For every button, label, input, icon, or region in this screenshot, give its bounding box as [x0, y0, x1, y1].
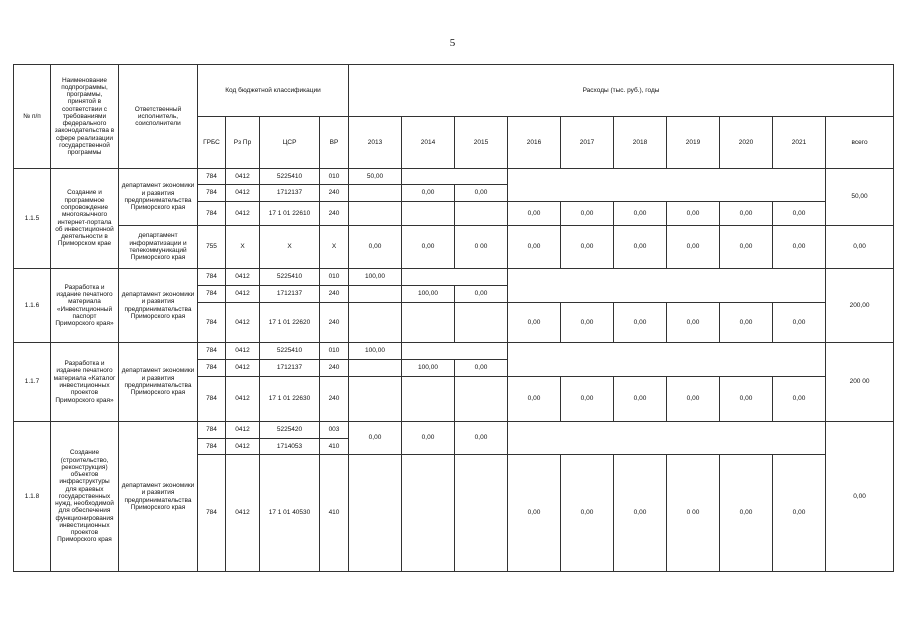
value-cell: 0,00	[720, 303, 773, 343]
value-cell: 0,00	[773, 455, 826, 572]
rzpr-cell: 0412	[226, 343, 260, 360]
grbs-cell: 784	[198, 343, 226, 360]
empty-cell	[349, 377, 402, 422]
year-header: 2015	[455, 117, 508, 169]
row-number: 1.1.6	[14, 269, 51, 343]
value-cell: 0,00	[667, 377, 720, 422]
year-header: 2019	[667, 117, 720, 169]
empty-cell	[508, 286, 826, 303]
vr-cell: X	[320, 226, 349, 269]
empty-cell	[349, 303, 402, 343]
grbs-cell: 784	[198, 422, 226, 439]
empty-cell	[349, 360, 402, 377]
grbs-cell: 784	[198, 439, 226, 455]
empty-cell	[455, 202, 508, 226]
grbs-cell: 784	[198, 269, 226, 286]
row-executor: департамент экономики и развития предпринимательства Приморского края	[119, 169, 198, 226]
csr-cell: 1712137	[260, 286, 320, 303]
empty-cell	[455, 377, 508, 422]
page-number: 5	[449, 37, 456, 49]
value-cell: 0,00	[508, 455, 561, 572]
csr-header: ЦСР	[260, 117, 320, 169]
grbs-cell: 784	[198, 377, 226, 422]
empty-cell	[402, 455, 455, 572]
grbs-cell: 755	[198, 226, 226, 269]
table-row	[14, 422, 894, 439]
year-header: 2013	[349, 117, 402, 169]
grbs-cell: 784	[198, 303, 226, 343]
header-row	[14, 65, 894, 117]
value-cell: 0,00	[720, 377, 773, 422]
empty-cell	[455, 303, 508, 343]
value-cell: 0,00	[561, 455, 614, 572]
rzpr-cell: 0412	[226, 360, 260, 377]
table-row	[14, 269, 894, 286]
value-cell: 0,00	[614, 202, 667, 226]
budget-table	[13, 64, 894, 572]
vr-cell: 240	[320, 303, 349, 343]
row-name: Создание и программное сопровождение многоязычного интернет-портала об инвестиционной деятельности в Приморском крае	[51, 169, 119, 269]
value-cell: 0,00	[455, 422, 508, 455]
vr-cell: 240	[320, 286, 349, 303]
value-cell: 50,00	[349, 169, 402, 185]
table-row	[14, 226, 894, 269]
total-cell: 200,00	[826, 269, 894, 343]
vr-cell: 010	[320, 343, 349, 360]
row-executor: департамент информатизации и телекоммуникаций Приморского края	[119, 226, 198, 269]
csr-cell: 17 1 01 22630	[260, 377, 320, 422]
value-cell: 0,00	[561, 303, 614, 343]
empty-cell	[349, 185, 402, 202]
value-cell: 0,00	[720, 202, 773, 226]
vr-header: ВР	[320, 117, 349, 169]
table-row	[14, 169, 894, 185]
grbs-cell: 784	[198, 455, 226, 572]
csr-cell: 17 1 01 22620	[260, 303, 320, 343]
value-cell: 100,00	[402, 360, 455, 377]
total-cell: 200 00	[826, 343, 894, 422]
value-cell: 100,00	[349, 269, 402, 286]
vr-cell: 410	[320, 439, 349, 455]
year-header: 2014	[402, 117, 455, 169]
value-cell: 0,00	[508, 303, 561, 343]
rzpr-cell: 0412	[226, 202, 260, 226]
value-cell: 0,00	[402, 226, 455, 269]
rzpr-cell: 0412	[226, 455, 260, 572]
row-number: 1.1.7	[14, 343, 51, 422]
value-cell: 0,00	[455, 185, 508, 202]
value-cell: 0,00	[508, 202, 561, 226]
value-cell: 0,00	[561, 226, 614, 269]
empty-cell	[402, 343, 508, 360]
value-cell: 0,00	[614, 303, 667, 343]
empty-cell	[402, 202, 455, 226]
col-exp-header: Расходы (тыс. руб.), годы	[349, 65, 894, 117]
csr-cell: 5225410	[260, 269, 320, 286]
value-cell: 100,00	[349, 343, 402, 360]
value-cell: 0,00	[667, 202, 720, 226]
csr-cell: 5225410	[260, 343, 320, 360]
col-code-header: Код бюджетной классификации	[198, 65, 349, 117]
year-header: 2017	[561, 117, 614, 169]
value-cell: 0,00	[773, 202, 826, 226]
value-cell: 0,00	[402, 422, 455, 455]
year-header: 2021	[773, 117, 826, 169]
row-executor: департамент экономики и развития предпринимательства Приморского края	[119, 269, 198, 343]
total-cell: 0,00	[826, 422, 894, 572]
value-cell: 0,00	[614, 455, 667, 572]
value-cell: 0,00	[508, 377, 561, 422]
empty-cell	[455, 455, 508, 572]
rzpr-cell: 0412	[226, 286, 260, 303]
empty-cell	[402, 303, 455, 343]
csr-cell: X	[260, 226, 320, 269]
rzpr-cell: 0412	[226, 269, 260, 286]
value-cell: 0,00	[349, 422, 402, 455]
row-name: Создание (строительство, реконструкция) объектов инфраструктуры для краевых государственных нужд, необходимой для обеспечения функционирования инвестиционных проектов Приморского края	[51, 422, 119, 572]
row-executor: департамент экономики и развития предпринимательства Приморского края	[119, 343, 198, 422]
value-cell: 100,00	[402, 286, 455, 303]
empty-cell	[402, 169, 508, 185]
year-header: 2020	[720, 117, 773, 169]
empty-cell	[349, 202, 402, 226]
empty-cell	[349, 455, 402, 572]
total-cell: 0,00	[826, 226, 894, 269]
value-cell: 0,00	[720, 226, 773, 269]
col-no-header: № п/п	[14, 65, 51, 169]
vr-cell: 010	[320, 169, 349, 185]
rzpr-cell: X	[226, 226, 260, 269]
vr-cell: 240	[320, 377, 349, 422]
vr-cell: 410	[320, 455, 349, 572]
rzpr-cell: 0412	[226, 169, 260, 185]
value-cell: 0,00	[667, 226, 720, 269]
value-cell: 0 00	[455, 226, 508, 269]
value-cell: 0,00	[455, 286, 508, 303]
rzpr-cell: 0412	[226, 303, 260, 343]
total-cell: 50,00	[826, 169, 894, 226]
grbs-cell: 784	[198, 185, 226, 202]
empty-cell	[508, 360, 826, 377]
row-name: Разработка и издание печатного материала «Каталог инвестиционных проектов Приморского края»	[51, 343, 119, 422]
value-cell: 0,00	[667, 303, 720, 343]
vr-cell: 010	[320, 269, 349, 286]
rzpr-cell: 0412	[226, 422, 260, 439]
value-cell: 0,00	[561, 202, 614, 226]
value-cell: 0,00	[773, 226, 826, 269]
empty-cell	[402, 377, 455, 422]
year-header: 2018	[614, 117, 667, 169]
vr-cell: 240	[320, 185, 349, 202]
row-number: 1.1.5	[14, 169, 51, 269]
value-cell: 0,00	[773, 377, 826, 422]
rzpr-cell: 0412	[226, 377, 260, 422]
value-cell: 0,00	[349, 226, 402, 269]
csr-cell: 1714053	[260, 439, 320, 455]
rzpr-header: Рз Пр	[226, 117, 260, 169]
grbs-cell: 784	[198, 360, 226, 377]
total-header: всего	[826, 117, 894, 169]
empty-cell	[508, 422, 826, 455]
rzpr-cell: 0412	[226, 439, 260, 455]
csr-cell: 1712137	[260, 360, 320, 377]
csr-cell: 5225420	[260, 422, 320, 439]
csr-cell: 5225410	[260, 169, 320, 185]
grbs-cell: 784	[198, 202, 226, 226]
value-cell: 0,00	[561, 377, 614, 422]
empty-cell	[508, 185, 826, 202]
value-cell: 0,00	[720, 455, 773, 572]
grbs-cell: 784	[198, 286, 226, 303]
empty-cell	[402, 269, 508, 286]
vr-cell: 240	[320, 202, 349, 226]
col-exec-header: Ответственный исполнитель, соисполнители	[119, 65, 198, 169]
empty-cell	[508, 343, 826, 360]
value-cell: 0,00	[455, 360, 508, 377]
row-number: 1.1.8	[14, 422, 51, 572]
empty-cell	[508, 169, 826, 185]
row-name: Разработка и издание печатного материала «Инвестиционный паспорт Приморского края»	[51, 269, 119, 343]
row-executor: департамент экономики и развития предпринимательства Приморского края	[119, 422, 198, 572]
vr-cell: 240	[320, 360, 349, 377]
grbs-header: ГРБС	[198, 117, 226, 169]
value-cell: 0,00	[773, 303, 826, 343]
csr-cell: 17 1 01 40530	[260, 455, 320, 572]
rzpr-cell: 0412	[226, 185, 260, 202]
col-name-header: Наименование подпрограммы, программы, принятой в соответствии с требованиями федерального законодательства в сфере реализации государственной программы	[51, 65, 119, 169]
value-cell: 0,00	[614, 226, 667, 269]
table-row	[14, 343, 894, 360]
csr-cell: 17 1 01 22610	[260, 202, 320, 226]
value-cell: 0,00	[508, 226, 561, 269]
value-cell: 0 00	[667, 455, 720, 572]
vr-cell: 003	[320, 422, 349, 439]
csr-cell: 1712137	[260, 185, 320, 202]
empty-cell	[349, 286, 402, 303]
year-header: 2016	[508, 117, 561, 169]
value-cell: 0,00	[614, 377, 667, 422]
empty-cell	[508, 269, 826, 286]
value-cell: 0,00	[402, 185, 455, 202]
grbs-cell: 784	[198, 169, 226, 185]
